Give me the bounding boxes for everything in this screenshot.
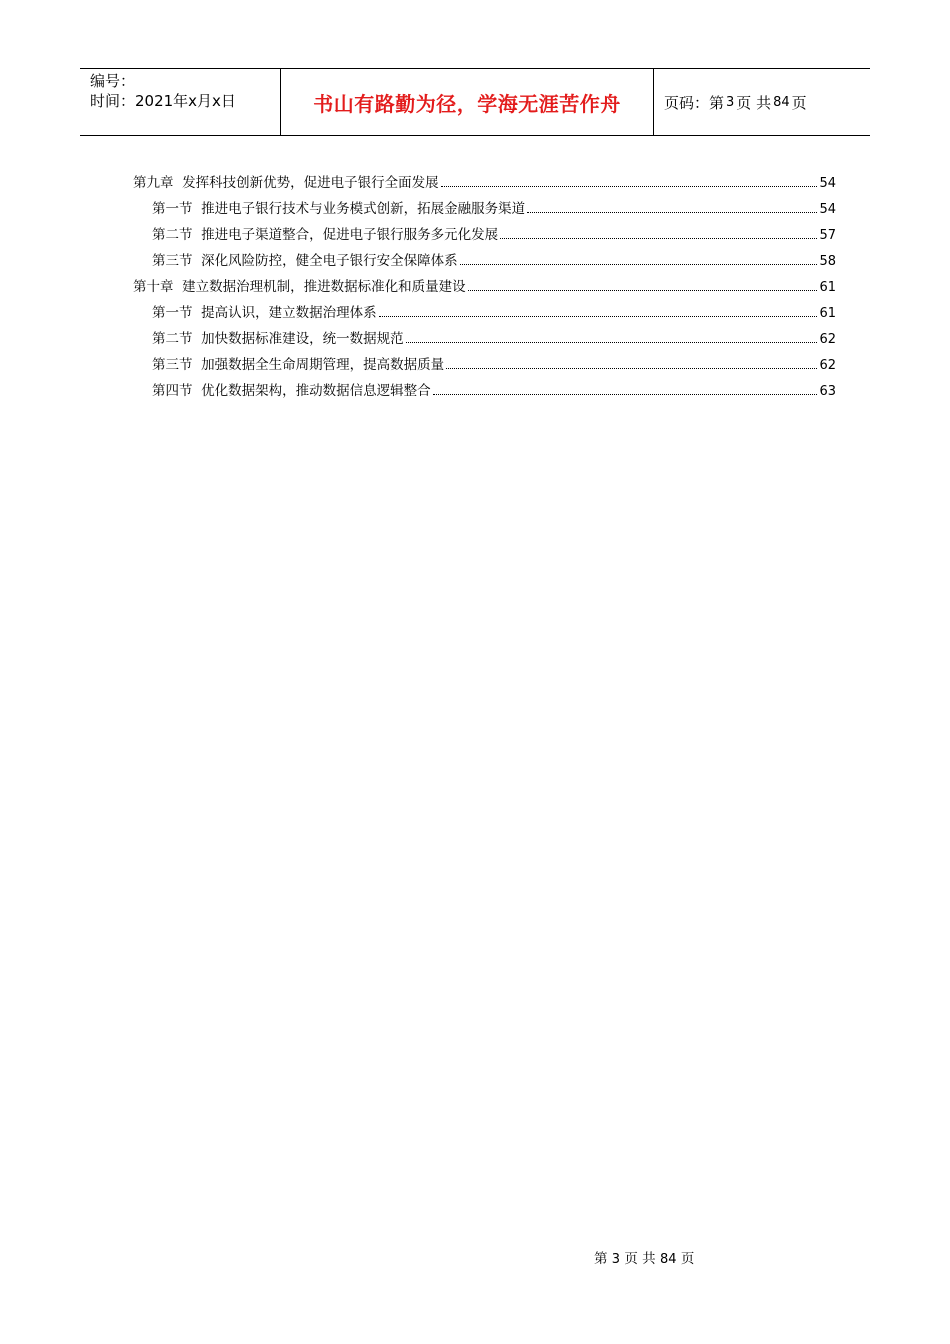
toc-entry[interactable] xyxy=(133,352,836,378)
footer-page-number xyxy=(594,1247,694,1267)
header-motto: 书山有路勤为径，学海无涯苦作舟 xyxy=(281,69,654,135)
toc-entry-number: 第一节 xyxy=(152,305,202,321)
toc-entry-page: 62 xyxy=(819,358,836,373)
toc-entry-number: 第四节 xyxy=(152,383,202,399)
toc-dot-leader xyxy=(527,211,817,213)
toc-entry-title: 建立数据治理机制，推进数据标准化和质量建设 xyxy=(182,279,466,295)
toc-dot-leader xyxy=(406,341,818,343)
toc-entry-page: 61 xyxy=(819,280,836,295)
toc-entry-page: 54 xyxy=(819,176,836,191)
toc-entry-page: 57 xyxy=(819,228,836,243)
toc-dot-leader xyxy=(441,185,818,187)
toc-entry-title: 优化数据架构，推动数据信息逻辑整合 xyxy=(201,383,431,399)
toc-entry[interactable] xyxy=(133,378,836,404)
toc-entry-page: 58 xyxy=(819,254,836,269)
footer-mid: 页 共 xyxy=(624,1251,656,1267)
toc-entry-page: 62 xyxy=(819,332,836,347)
toc-entry[interactable] xyxy=(133,274,836,300)
page-header xyxy=(80,68,870,136)
toc-entry-title: 加快数据标准建设，统一数据规范 xyxy=(201,331,404,347)
toc-entry-title: 提高认识，建立数据治理体系 xyxy=(201,305,377,321)
toc-dot-leader xyxy=(379,315,818,317)
header-page-suffix: 页 xyxy=(791,93,807,112)
toc-entry[interactable] xyxy=(133,196,836,222)
toc-dot-leader xyxy=(500,237,817,239)
toc-entry-title: 加强数据全生命周期管理，提高数据质量 xyxy=(201,357,445,373)
footer-suffix: 页 xyxy=(680,1251,695,1267)
toc-entry-number: 第九章 xyxy=(133,175,183,191)
footer-current: 3 xyxy=(611,1252,621,1267)
toc-entry-number: 第一节 xyxy=(152,201,202,217)
toc-dot-leader xyxy=(446,367,817,369)
header-page-current: 3 xyxy=(726,94,735,110)
toc-entry-page: 61 xyxy=(819,306,836,321)
toc-entry-title: 深化风险防控，健全电子银行安全保障体系 xyxy=(201,253,458,269)
toc-entry-number: 第二节 xyxy=(152,227,202,243)
toc-entry-title: 发挥科技创新优势，促进电子银行全面发展 xyxy=(182,175,439,191)
footer-prefix: 第 xyxy=(594,1251,608,1267)
header-page-total: 84 xyxy=(773,94,790,110)
toc-entry-page: 63 xyxy=(819,384,836,399)
toc-entry[interactable] xyxy=(133,248,836,274)
toc-entry-number: 第二节 xyxy=(152,331,202,347)
toc-entry-title: 推进电子渠道整合，促进电子银行服务多元化发展 xyxy=(201,227,499,243)
toc-dot-leader xyxy=(460,263,818,265)
toc-dot-leader xyxy=(433,393,818,395)
toc-entry-title: 推进电子银行技术与业务模式创新，拓展金融服务渠道 xyxy=(201,201,526,217)
footer-total: 84 xyxy=(659,1252,677,1267)
header-page-prefix: 页码：第 xyxy=(664,93,725,112)
toc-entry[interactable] xyxy=(133,300,836,326)
toc-dot-leader xyxy=(468,289,818,291)
header-page-mid: 页 共 xyxy=(736,93,772,112)
toc-entry[interactable] xyxy=(133,222,836,248)
toc-entry-number: 第十章 xyxy=(133,279,183,295)
header-meta xyxy=(80,69,281,135)
toc-entry[interactable] xyxy=(133,326,836,352)
toc-entry[interactable] xyxy=(133,170,836,196)
header-page-info xyxy=(654,69,870,135)
toc-entry-number: 第三节 xyxy=(152,357,202,373)
date-label: 时间：2021年x月x日 xyxy=(90,92,236,110)
toc-entry-page: 54 xyxy=(819,202,836,217)
toc-entry-number: 第三节 xyxy=(152,253,202,269)
table-of-contents xyxy=(133,170,836,404)
code-label: 编号： xyxy=(90,72,136,90)
